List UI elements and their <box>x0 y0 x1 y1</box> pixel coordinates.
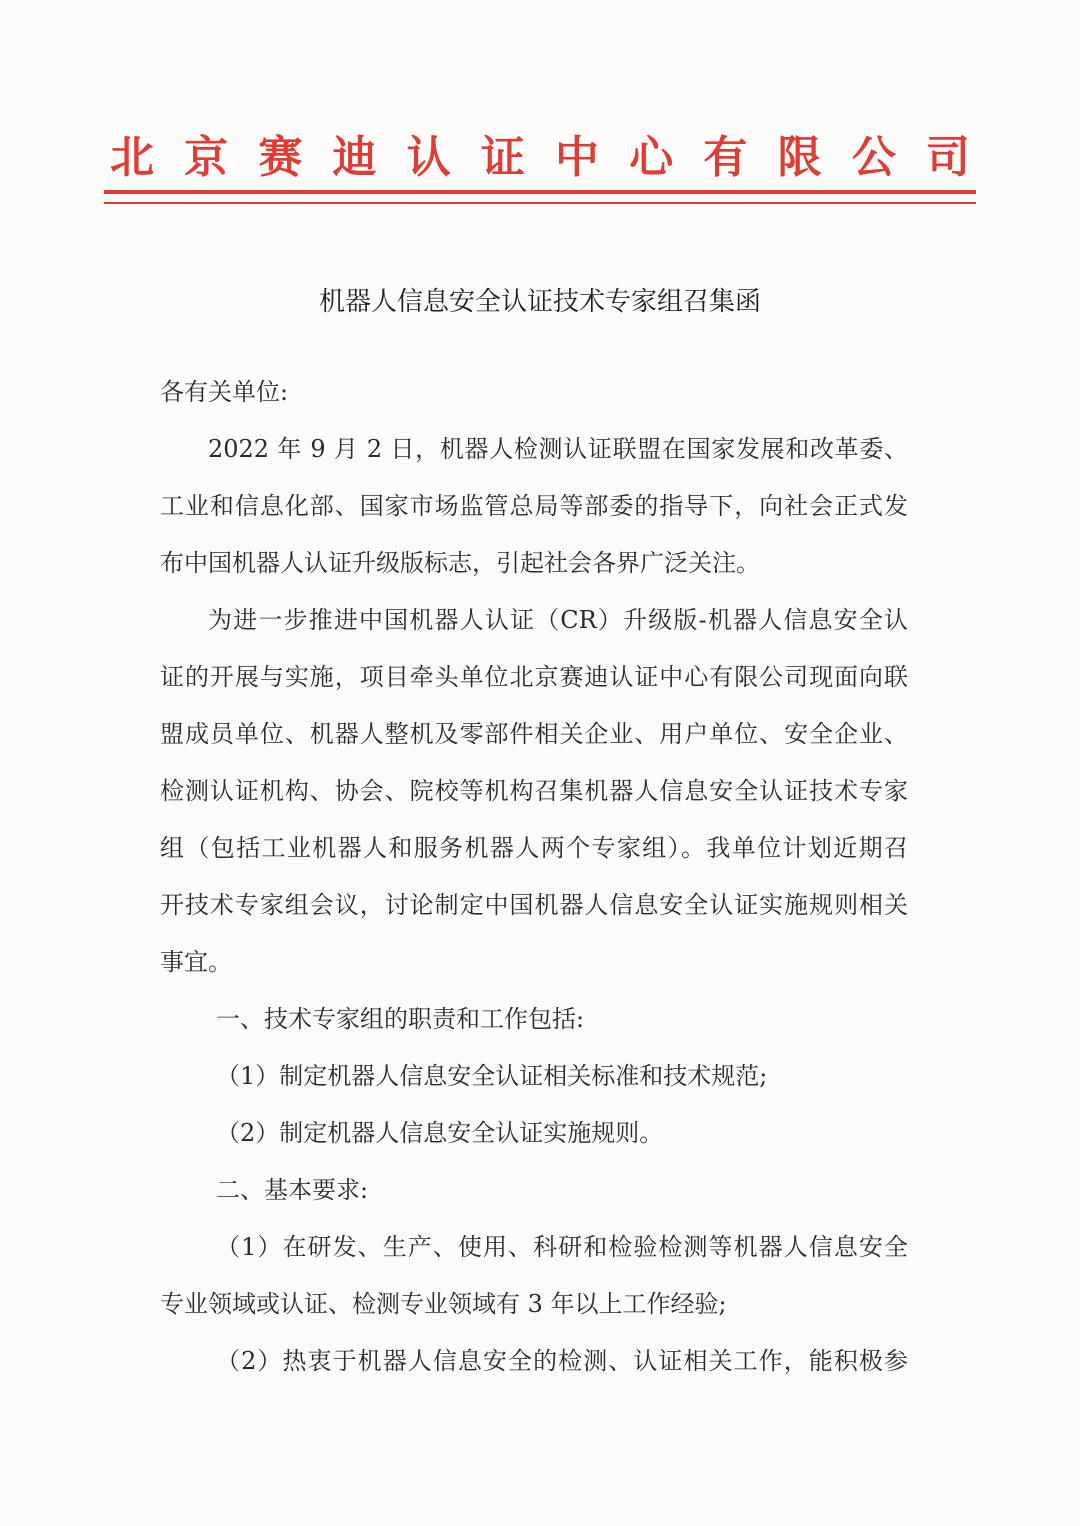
letterhead-char: 公 <box>851 132 896 183</box>
body-line: 组（包括工业机器人和服务机器人两个专家组）。我单位计划近期召 <box>160 834 908 862</box>
letterhead-char: 心 <box>629 132 674 183</box>
body-line: （2）热衷于机器人信息安全的检测、认证相关工作，能积极参 <box>216 1347 908 1375</box>
letterhead-char: 有 <box>703 132 748 183</box>
body-line: （1）在研发、生产、使用、科研和检验检测等机器人信息安全 <box>216 1233 908 1261</box>
letterhead-char: 限 <box>777 132 822 183</box>
body-line: 专业领域或认证、检测专业领域有 3 年以上工作经验; <box>160 1290 727 1318</box>
body-line: 工业和信息化部、国家市场监管总局等部委的指导下，向社会正式发 <box>160 492 908 520</box>
letterhead-rule-thick <box>104 190 976 194</box>
body-line: 检测认证机构、协会、院校等机构召集机器人信息安全认证技术专家 <box>160 777 908 805</box>
body-line: 开技术专家组会议，讨论制定中国机器人信息安全认证实施规则相关 <box>160 891 908 919</box>
document-title: 机器人信息安全认证技术专家组召集函 <box>318 287 761 317</box>
body-line: 证的开展与实施，项目牵头单位北京赛迪认证中心有限公司现面向联 <box>160 663 908 691</box>
body-line: 盟成员单位、机器人整机及零部件相关企业、用户单位、安全企业、 <box>160 720 908 748</box>
letterhead-char: 司 <box>925 132 970 183</box>
body-line: 2022 年 9 月 2 日，机器人检测认证联盟在国家发展和改革委、 <box>208 435 908 463</box>
letterhead-char: 赛 <box>258 132 303 183</box>
body-line: 二、基本要求: <box>216 1176 369 1204</box>
body-line: 为进一步推进中国机器人认证（CR）升级版-机器人信息安全认 <box>208 606 908 634</box>
body-line: （1）制定机器人信息安全认证相关标准和技术规范; <box>216 1062 768 1090</box>
body-line: 一、技术专家组的职责和工作包括: <box>216 1005 585 1033</box>
letterhead-char: 中 <box>555 132 600 183</box>
body-line: （2）制定机器人信息安全认证实施规则。 <box>216 1119 664 1147</box>
letterhead-char: 证 <box>480 132 525 183</box>
letterhead-company-name <box>110 128 970 188</box>
letterhead-char: 迪 <box>332 132 377 183</box>
salutation: 各有关单位: <box>160 378 289 406</box>
letterhead-char: 北 <box>110 132 154 183</box>
letterhead-char: 认 <box>406 132 451 183</box>
letter-body <box>160 364 908 1390</box>
letterhead-char: 京 <box>184 132 229 183</box>
body-line: 布中国机器人认证升级版标志，引起社会各界广泛关注。 <box>160 549 760 577</box>
letterhead-rule-thin <box>104 202 976 204</box>
body-line: 事宜。 <box>160 948 232 976</box>
